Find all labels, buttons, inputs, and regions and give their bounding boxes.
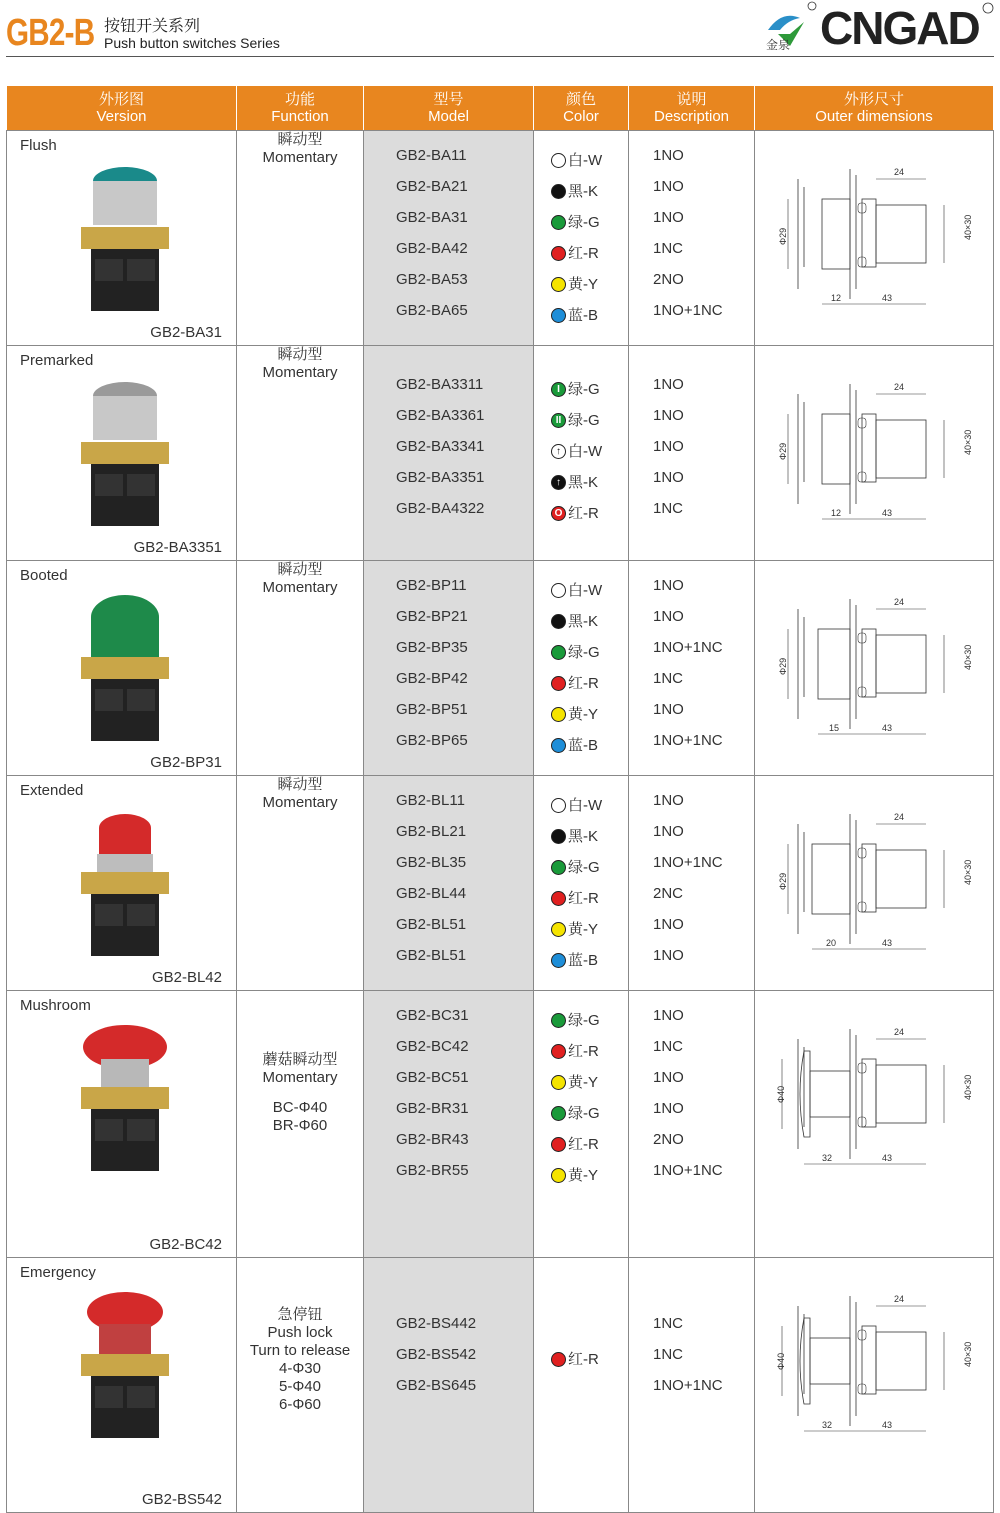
dimension-drawing <box>774 569 974 759</box>
model-number: GB2-BP11 <box>396 577 467 594</box>
contact-description: 1NO <box>653 376 684 393</box>
logo-wave-icon <box>768 16 800 30</box>
model-number: GB2-BR55 <box>396 1162 469 1179</box>
color-item: 红-R <box>534 1036 628 1067</box>
series-title-cn: 按钮开关系列 <box>104 18 201 35</box>
function-line: 蘑菇瞬动型 <box>262 1051 338 1068</box>
contact-description: 1NC <box>653 1315 684 1332</box>
product-section <box>7 346 994 561</box>
color-cell <box>534 776 629 991</box>
product-photo <box>73 1019 177 1179</box>
version-cell <box>7 776 237 991</box>
color-item: 蓝-B <box>534 300 628 331</box>
color-item: 红-R <box>534 883 628 914</box>
color-swatch-icon <box>551 246 566 261</box>
color-swatch-icon <box>551 475 566 490</box>
dimensions-cell <box>755 991 994 1258</box>
color-swatch-icon <box>551 1137 566 1152</box>
dimensions-cell <box>755 776 994 991</box>
color-swatch-icon <box>551 153 566 168</box>
table-header-row <box>7 86 994 131</box>
version-label: Mushroom <box>20 997 91 1014</box>
col-model: 型号 Model <box>364 86 534 131</box>
dim-block-width: 24 <box>894 597 905 607</box>
color-cell <box>534 1258 629 1513</box>
description-cell <box>629 1258 755 1513</box>
dim-block-width: 24 <box>894 812 905 822</box>
function-cell <box>237 131 364 346</box>
color-item: 黑-K <box>534 821 628 852</box>
color-item: 黄-Y <box>534 269 628 300</box>
color-item: ↑ 白-W <box>534 436 628 467</box>
color-swatch-icon <box>551 738 566 753</box>
function-line: 急停钮 <box>277 1306 323 1323</box>
function-line: BC-Φ40 <box>272 1099 328 1116</box>
premark-symbol: I <box>557 384 560 395</box>
photo-model-label: GB2-BL42 <box>151 969 222 986</box>
model-number: GB2-BS645 <box>396 1377 477 1394</box>
description-cell <box>629 561 755 776</box>
model-cell <box>364 991 534 1258</box>
product-photo <box>73 374 177 534</box>
dim-block-width: 24 <box>894 1027 905 1037</box>
function-cell <box>237 1258 364 1513</box>
contact-description: 1NC <box>653 1346 684 1363</box>
dim-body-length: 43 <box>882 723 893 733</box>
color-item: 黄-Y <box>534 914 628 945</box>
product-section <box>7 1258 994 1513</box>
color-cell <box>534 991 629 1258</box>
function-line: Momentary <box>262 1069 338 1086</box>
dim-block-size: 40×30 <box>963 859 973 885</box>
dim-front-length: 20 <box>826 938 837 948</box>
version-cell <box>7 561 237 776</box>
dim-front-length: 32 <box>822 1153 833 1163</box>
version-label: Booted <box>20 567 68 584</box>
color-item: 白-W <box>534 790 628 821</box>
color-swatch-icon <box>551 891 566 906</box>
product-photo <box>73 159 177 319</box>
contact-description: 1NO <box>653 407 684 424</box>
color-swatch-icon <box>551 277 566 292</box>
contact-description: 2NC <box>653 885 684 902</box>
model-number: GB2-BR31 <box>396 1100 469 1117</box>
color-swatch-icon <box>551 1352 566 1367</box>
col-description: 说明 Description <box>629 86 755 131</box>
photo-model-label: GB2-BA3351 <box>133 539 222 556</box>
contact-description: 1NC <box>653 1038 684 1055</box>
color-swatch-icon <box>551 1168 566 1183</box>
version-cell <box>7 346 237 561</box>
contact-description: 1NO <box>653 792 684 809</box>
color-swatch-icon <box>551 215 566 230</box>
model-cell <box>364 561 534 776</box>
function-line: 5-Φ40 <box>279 1378 321 1395</box>
dim-block-size: 40×30 <box>963 644 973 670</box>
function-cell <box>237 776 364 991</box>
dimension-drawing <box>774 354 974 544</box>
color-item: 蓝-B <box>534 730 628 761</box>
function-line: 瞬动型 <box>277 561 323 578</box>
dim-front-length: 12 <box>831 508 842 518</box>
dim-diameter: Φ29 <box>778 227 788 245</box>
dim-block-size: 40×30 <box>963 214 973 240</box>
photo-model-label: GB2-BA31 <box>150 324 222 341</box>
color-item: 红-R <box>534 238 628 269</box>
model-number: GB2-BA3311 <box>396 376 484 393</box>
contact-description: 1NO <box>653 608 684 625</box>
premark-symbol: ↑ <box>556 446 561 457</box>
function-cell <box>237 991 364 1258</box>
col-color: 颜色 Color <box>534 86 629 131</box>
color-swatch-icon <box>551 953 566 968</box>
dim-diameter: Φ29 <box>778 872 788 890</box>
function-line: 瞬动型 <box>277 776 323 793</box>
dimension-drawing <box>774 784 974 974</box>
dim-front-length: 15 <box>829 723 840 733</box>
dim-front-length: 12 <box>831 293 842 303</box>
product-table <box>6 85 994 1513</box>
contact-description: 1NO <box>653 438 684 455</box>
contact-description: 2NO <box>653 271 684 288</box>
color-swatch-icon <box>551 1106 566 1121</box>
model-cell <box>364 346 534 561</box>
function-line: Momentary <box>262 149 338 166</box>
version-label: Premarked <box>20 352 94 369</box>
color-swatch-icon <box>551 922 566 937</box>
model-cell <box>364 131 534 346</box>
premark-symbol: ↑ <box>556 477 561 488</box>
version-label: Emergency <box>20 1264 96 1281</box>
model-number: GB2-BP42 <box>396 670 468 687</box>
color-swatch-icon <box>551 860 566 875</box>
model-number: GB2-BP35 <box>396 639 468 656</box>
version-label: Flush <box>20 137 57 154</box>
description-cell <box>629 991 755 1258</box>
function-line: BR-Φ60 <box>272 1117 328 1134</box>
model-number: GB2-BA3341 <box>396 438 485 455</box>
model-number: GB2-BC51 <box>396 1069 469 1086</box>
product-section <box>7 776 994 991</box>
color-item: 黑-K <box>534 176 628 207</box>
function-line: Momentary <box>262 364 338 381</box>
dimensions-cell <box>755 346 994 561</box>
dim-body-length: 43 <box>882 938 893 948</box>
model-number: GB2-BC31 <box>396 1007 469 1024</box>
color-item: 红-R <box>534 1344 628 1375</box>
dim-block-size: 40×30 <box>963 429 973 455</box>
dim-block-width: 24 <box>894 167 905 177</box>
color-swatch-icon <box>551 645 566 660</box>
model-number: GB2-BA31 <box>396 209 468 226</box>
model-number: GB2-BA21 <box>396 178 468 195</box>
color-swatch-icon <box>551 707 566 722</box>
model-number: GB2-BS542 <box>396 1346 477 1363</box>
color-swatch-icon <box>551 308 566 323</box>
logo-cn-text: 金泉 <box>766 38 791 52</box>
function-line: 4-Φ30 <box>279 1360 321 1377</box>
color-swatch-icon <box>551 829 566 844</box>
color-item: 黑-K <box>534 606 628 637</box>
function-line: Momentary <box>262 579 338 596</box>
contact-description: 1NO <box>653 947 684 964</box>
model-number: GB2-BS442 <box>396 1315 477 1332</box>
model-number: GB2-BP51 <box>396 701 468 718</box>
dimensions-cell <box>755 561 994 776</box>
dim-block-size: 40×30 <box>963 1074 973 1100</box>
color-swatch-icon <box>551 676 566 691</box>
contact-description: 1NO <box>653 823 684 840</box>
product-photo <box>73 804 177 964</box>
contact-description: 1NO+1NC <box>653 1162 723 1179</box>
product-photo <box>73 589 177 749</box>
model-number: GB2-BL21 <box>396 823 467 840</box>
model-number: GB2-BL35 <box>396 854 467 871</box>
brand-logo <box>760 0 995 52</box>
color-item: 黄-Y <box>534 699 628 730</box>
contact-description: 1NO <box>653 916 684 933</box>
model-number: GB2-BL44 <box>396 885 467 902</box>
dim-block-width: 24 <box>894 1294 905 1304</box>
model-number: GB2-BL51 <box>396 947 467 964</box>
color-swatch-icon <box>551 444 566 459</box>
product-section <box>7 561 994 776</box>
color-item: 绿-G <box>534 1098 628 1129</box>
contact-description: 1NO+1NC <box>653 854 723 871</box>
series-title-en: Push button switches Series <box>104 35 280 51</box>
color-item: 白-W <box>534 145 628 176</box>
photo-model-label: GB2-BC42 <box>149 1236 222 1253</box>
contact-description: 1NO <box>653 147 684 164</box>
version-cell <box>7 991 237 1258</box>
dim-body-length: 43 <box>882 1420 893 1430</box>
dimension-drawing <box>774 1266 974 1456</box>
dimension-drawing <box>774 999 974 1189</box>
description-cell <box>629 346 755 561</box>
color-item: ↑ 黑-K <box>534 467 628 498</box>
contact-description: 1NO <box>653 701 684 718</box>
version-cell <box>7 1258 237 1513</box>
model-number: GB2-BA65 <box>396 302 468 319</box>
premark-symbol: II <box>555 415 562 426</box>
model-number: GB2-BP21 <box>396 608 468 625</box>
contact-description: 1NO <box>653 469 684 486</box>
model-number: GB2-BL51 <box>396 916 467 933</box>
dimension-drawing <box>774 139 974 329</box>
contact-description: 1NO+1NC <box>653 732 723 749</box>
model-number: GB2-BC42 <box>396 1038 469 1055</box>
col-version: 外形图 Version <box>7 86 237 131</box>
model-number: GB2-BR43 <box>396 1131 469 1148</box>
color-swatch-icon <box>551 1044 566 1059</box>
function-cell <box>237 561 364 776</box>
color-swatch-icon <box>551 1075 566 1090</box>
color-item: O 红-R <box>534 498 628 529</box>
contact-description: 1NO <box>653 1007 684 1024</box>
photo-model-label: GB2-BP31 <box>150 754 222 771</box>
color-swatch-icon <box>551 614 566 629</box>
col-function: 功能 Function <box>237 86 364 131</box>
color-item: 红-R <box>534 668 628 699</box>
model-number: GB2-BA11 <box>396 147 467 164</box>
model-number: GB2-BA4322 <box>396 500 485 517</box>
function-line: 瞬动型 <box>277 131 323 148</box>
color-swatch-icon <box>551 798 566 813</box>
contact-description: 1NO <box>653 178 684 195</box>
product-photo <box>73 1286 177 1446</box>
header-divider <box>6 56 994 57</box>
series-code: GB2-B <box>6 12 95 54</box>
color-cell <box>534 346 629 561</box>
color-cell <box>534 131 629 346</box>
model-number: GB2-BA53 <box>396 271 468 288</box>
contact-description: 1NO+1NC <box>653 1377 723 1394</box>
dim-block-size: 40×30 <box>963 1341 973 1367</box>
dim-block-width: 24 <box>894 382 905 392</box>
model-number: GB2-BA42 <box>396 240 468 257</box>
contact-description: 1NC <box>653 500 684 517</box>
dim-diameter: Φ29 <box>778 442 788 460</box>
dim-diameter: Φ40 <box>776 1352 786 1370</box>
dimensions-cell <box>755 131 994 346</box>
logo-brand-text: CNGAD <box>820 2 979 52</box>
dim-body-length: 43 <box>882 293 893 303</box>
color-item: 绿-G <box>534 1005 628 1036</box>
contact-description: 1NO+1NC <box>653 639 723 656</box>
color-item: 绿-G <box>534 637 628 668</box>
model-number: GB2-BL11 <box>396 792 465 809</box>
color-swatch-icon <box>551 506 566 521</box>
col-dimensions: 外形尺寸 Outer dimensions <box>755 86 994 131</box>
function-line: Push lock <box>267 1324 333 1341</box>
dim-diameter: Φ29 <box>778 657 788 675</box>
contact-description: 1NO <box>653 577 684 594</box>
dimensions-cell <box>755 1258 994 1513</box>
color-swatch-icon <box>551 413 566 428</box>
contact-description: 1NO <box>653 1100 684 1117</box>
color-item: I 绿-G <box>534 374 628 405</box>
model-cell <box>364 1258 534 1513</box>
color-item: II 绿-G <box>534 405 628 436</box>
photo-model-label: GB2-BS542 <box>141 1491 222 1508</box>
color-item: 蓝-B <box>534 945 628 976</box>
contact-description: 1NO+1NC <box>653 302 723 319</box>
color-item: 黄-Y <box>534 1067 628 1098</box>
dim-body-length: 43 <box>882 508 893 518</box>
product-section <box>7 131 994 346</box>
version-cell <box>7 131 237 346</box>
contact-description: 1NO <box>653 209 684 226</box>
contact-description: 1NC <box>653 670 684 687</box>
function-line: 6-Φ60 <box>279 1396 321 1413</box>
color-swatch-icon <box>551 583 566 598</box>
function-line: 瞬动型 <box>277 346 323 363</box>
model-number: GB2-BA3361 <box>396 407 485 424</box>
color-item: 白-W <box>534 575 628 606</box>
premark-symbol: O <box>554 508 563 519</box>
color-swatch-icon <box>551 1013 566 1028</box>
model-cell <box>364 776 534 991</box>
description-cell <box>629 131 755 346</box>
dim-body-length: 43 <box>882 1153 893 1163</box>
color-item: 黄-Y <box>534 1160 628 1191</box>
function-line: Momentary <box>262 794 338 811</box>
color-item: 绿-G <box>534 207 628 238</box>
contact-description: 2NO <box>653 1131 684 1148</box>
version-label: Extended <box>20 782 84 799</box>
contact-description: 1NO <box>653 1069 684 1086</box>
function-line: Turn to release <box>249 1342 351 1359</box>
function-cell <box>237 346 364 561</box>
color-item: 绿-G <box>534 852 628 883</box>
color-item: 红-R <box>534 1129 628 1160</box>
color-cell <box>534 561 629 776</box>
description-cell <box>629 776 755 991</box>
color-swatch-icon <box>551 382 566 397</box>
model-number: GB2-BP65 <box>396 732 468 749</box>
product-section <box>7 991 994 1258</box>
contact-description: 1NC <box>653 240 684 257</box>
color-swatch-icon <box>551 184 566 199</box>
model-number: GB2-BA3351 <box>396 469 485 486</box>
dim-front-length: 32 <box>822 1420 833 1430</box>
dim-diameter: Φ40 <box>776 1085 786 1103</box>
